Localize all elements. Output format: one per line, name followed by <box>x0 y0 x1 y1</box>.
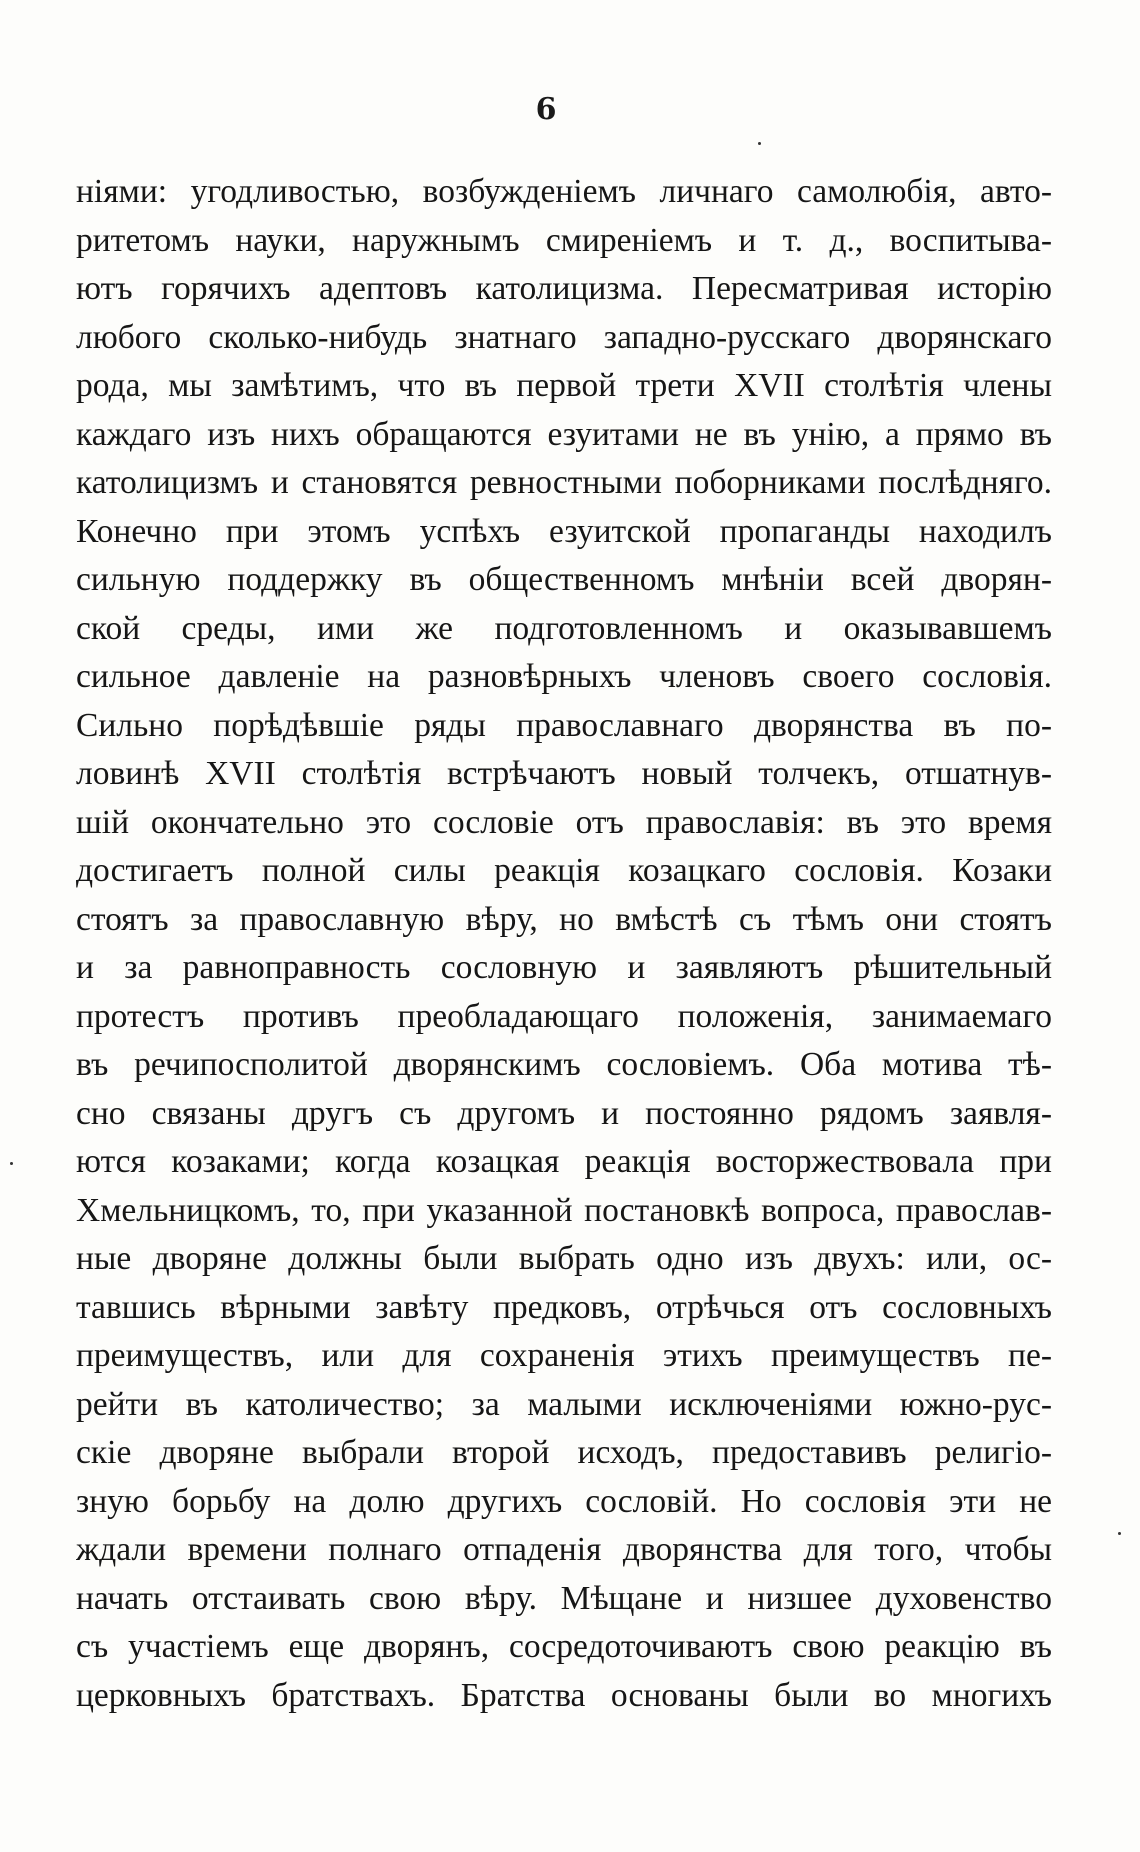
text-line: преимуществъ, или для сохраненія этихъ преимуществъ пе- <box>76 1337 1052 1374</box>
text-line: протестъ противъ преобладающаго положенія, занимаемаго <box>76 997 1052 1035</box>
text-line: церковныхъ братствахъ. Братства основаны были во многихъ <box>76 1676 1052 1714</box>
text-line: въ речипосполитой дворянскимъ сословіемъ. Оба мотива тѣ- <box>76 1046 1052 1083</box>
text-line: достигаетъ полной силы реакція козацкаго сословія. Козаки <box>76 852 1052 889</box>
text-line: ской среды, ими же подготовленномъ и оказывавшемъ <box>76 609 1052 647</box>
scan-speck <box>758 142 761 145</box>
text-line: Хмельницкомъ, то, при указанной постановкѣ вопроса, православ- <box>76 1191 1052 1229</box>
text-line: любого сколько-нибудь знатнаго западно-русскаго дворянскаго <box>76 318 1052 356</box>
text-line: сно связаны другъ съ другомъ и постоянно рядомъ заявля- <box>76 1094 1052 1132</box>
text-line: ные дворяне должны были выбрать одно изъ двухъ: или, ос- <box>76 1240 1052 1277</box>
text-line: ніями: угодливостью, возбужденіемъ личнаго самолюбія, авто- <box>76 173 1052 210</box>
text-line: и за равноправность сословную и заявляютъ рѣшительный <box>76 949 1052 986</box>
text-line: Сильно порѣдѣвшіе ряды православнаго дворянства въ по- <box>76 706 1052 744</box>
scan-speck <box>1118 1532 1121 1535</box>
text-line: рода, мы замѣтимъ, что въ первой трети XVII столѣтія члены <box>76 367 1052 404</box>
text-line: скіе дворяне выбрали второй исходъ, предоставивъ религіо- <box>76 1434 1052 1471</box>
page-number: 6 <box>535 92 557 127</box>
text-line: католицизмъ и становятся ревностными поборниками послѣдняго. <box>76 464 1052 501</box>
text-line: съ участіемъ еще дворянъ, сосредоточиваютъ свою реакцію въ <box>76 1628 1052 1665</box>
text-line: стоятъ за православную вѣру, но вмѣстѣ съ тѣмъ они стоятъ <box>76 900 1052 938</box>
text-line: ритетомъ науки, наружнымъ смиреніемъ и т. д., воспитыва- <box>76 221 1052 259</box>
text-line: начать отстаивать свою вѣру. Мѣщане и низшее духовенство <box>76 1579 1052 1617</box>
text-line: ются козаками; когда козацкая реакція восторжествовала при <box>76 1143 1052 1180</box>
text-line: сильное давленіе на разновѣрныхъ членовъ своего сословія. <box>76 658 1052 695</box>
text-line: каждаго изъ нихъ обращаются езуитами не въ унію, а прямо въ <box>76 415 1052 453</box>
text-line: рейти въ католичество; за малыми исключеніями южно-рус- <box>76 1385 1052 1423</box>
text-line: ждали времени полнаго отпаденія дворянства для того, чтобы <box>76 1531 1052 1568</box>
text-line: шій окончательно это сословіе отъ православія: въ это время <box>76 803 1052 841</box>
text-line: сильную поддержку въ общественномъ мнѣніи всей дворян- <box>76 561 1052 598</box>
text-line: ловинѣ XVII столѣтія встрѣчаютъ новый толчекъ, отшатнув- <box>76 755 1052 792</box>
body-text <box>76 168 1052 1720</box>
text-line: тавшись вѣрными завѣту предковъ, отрѣчься отъ сословныхъ <box>76 1288 1052 1326</box>
text-line: зную борьбу на долю другихъ сословій. Но сословія эти не <box>76 1482 1052 1520</box>
scan-speck <box>10 1162 13 1165</box>
text-line: Конечно при этомъ успѣхъ езуитской пропаганды находилъ <box>76 512 1052 550</box>
text-line: ютъ горячихъ адептовъ католицизма. Пересматривая исторію <box>76 270 1052 307</box>
